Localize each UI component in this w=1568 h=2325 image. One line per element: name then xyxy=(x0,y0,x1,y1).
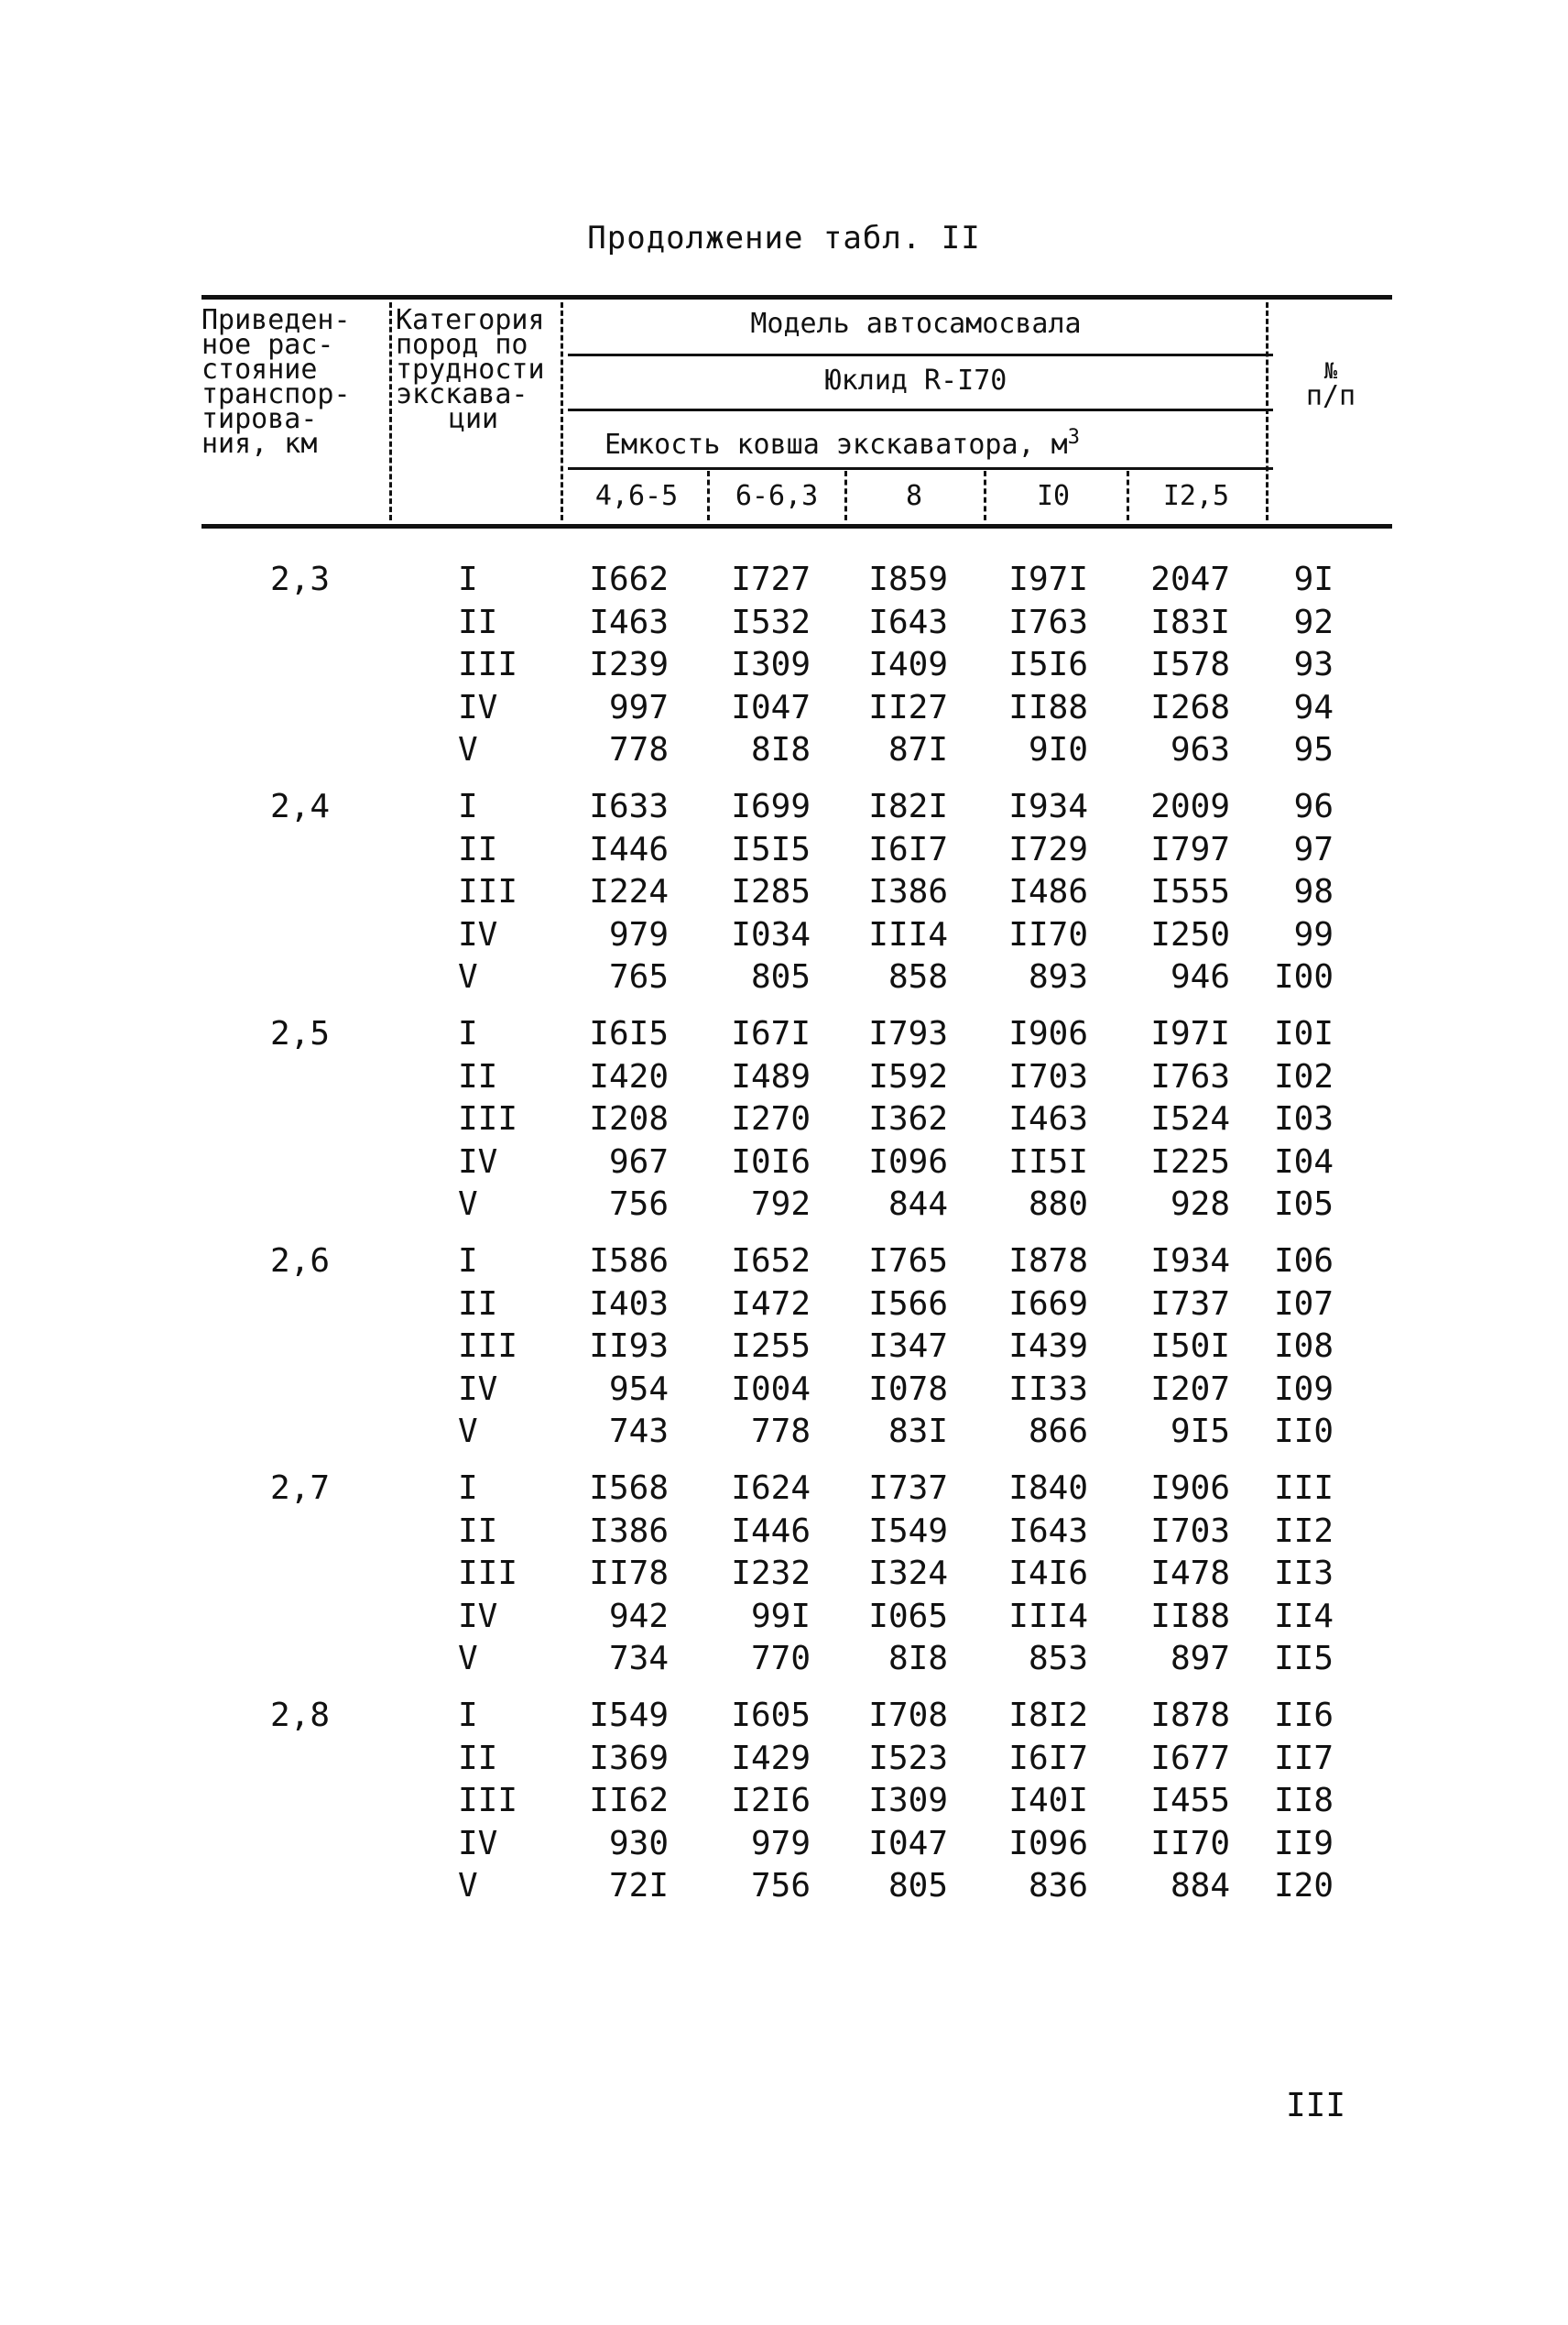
value-cell: II78 xyxy=(589,1555,669,1592)
value-cell: I878 xyxy=(1150,1697,1230,1734)
value-cell: I797 xyxy=(1150,830,1230,868)
value-cell: I555 xyxy=(1150,873,1230,911)
value-cell: II33 xyxy=(1008,1370,1088,1408)
value-cell: 942 xyxy=(608,1597,669,1635)
distance-cell: 2,5 xyxy=(269,1015,330,1053)
row-number-cell: II6 xyxy=(1273,1697,1334,1734)
value-cell: I5I5 xyxy=(731,830,811,868)
value-cell: I446 xyxy=(589,830,669,868)
value-cell: II62 xyxy=(589,1782,669,1819)
value-cell: I878 xyxy=(1008,1242,1088,1280)
value-cell: I268 xyxy=(1150,688,1230,726)
value-cell: I489 xyxy=(731,1057,811,1096)
value-cell: I2I6 xyxy=(731,1782,811,1819)
value-cell: 778 xyxy=(608,731,669,769)
category-cell: I xyxy=(458,1015,478,1053)
value-cell: 2047 xyxy=(1150,561,1230,598)
value-cell: I662 xyxy=(589,561,669,598)
row-number-cell: I05 xyxy=(1273,1185,1334,1223)
value-cell: I633 xyxy=(589,788,669,825)
row-number-cell: III xyxy=(1273,1469,1334,1507)
value-cell: I643 xyxy=(868,603,948,641)
category-cell: V xyxy=(458,731,478,769)
value-cell: 866 xyxy=(1028,1413,1088,1450)
value-cell: I255 xyxy=(731,1327,811,1365)
value-cell: II27 xyxy=(868,688,948,726)
value-cell: I472 xyxy=(731,1284,811,1323)
value-cell: I478 xyxy=(1150,1555,1230,1592)
value-cell: I605 xyxy=(731,1697,811,1734)
value-cell: 844 xyxy=(887,1185,948,1223)
category-cell: I xyxy=(458,1469,478,1507)
value-cell: 87I xyxy=(887,731,948,769)
value-cell: 979 xyxy=(608,915,669,954)
category-cell: II xyxy=(458,603,498,641)
header-capacity-3: 8 xyxy=(905,480,923,512)
category-cell: V xyxy=(458,1413,478,1450)
row-number-cell: 92 xyxy=(1293,603,1334,641)
category-cell: I xyxy=(458,1697,478,1734)
row-number-cell: I02 xyxy=(1273,1057,1334,1096)
value-cell: 72I xyxy=(608,1867,669,1905)
value-cell: 928 xyxy=(1170,1185,1230,1223)
value-cell: I096 xyxy=(1008,1824,1088,1862)
value-cell: I97I xyxy=(1150,1015,1230,1053)
value-cell: 805 xyxy=(887,1867,948,1905)
header-capacity-2: 6-6,3 xyxy=(735,480,819,512)
value-cell: 997 xyxy=(608,688,669,726)
row-number-cell: 98 xyxy=(1293,873,1334,911)
value-cell: I568 xyxy=(589,1469,669,1507)
distance-cell: 2,7 xyxy=(269,1469,330,1507)
value-cell: 946 xyxy=(1170,958,1230,996)
value-cell: 967 xyxy=(608,1142,669,1181)
value-cell: 979 xyxy=(750,1824,811,1862)
value-cell: I429 xyxy=(731,1739,811,1777)
value-cell: I737 xyxy=(1150,1284,1230,1323)
value-cell: 805 xyxy=(750,958,811,996)
value-cell: I463 xyxy=(1008,1100,1088,1138)
value-cell: I677 xyxy=(1150,1739,1230,1777)
value-cell: I047 xyxy=(731,688,811,726)
category-cell: I xyxy=(458,1242,478,1280)
header-capacity-5: I2,5 xyxy=(1162,480,1230,512)
value-cell: 836 xyxy=(1028,1867,1088,1905)
value-cell: I034 xyxy=(731,915,811,954)
category-cell: III xyxy=(458,1782,518,1819)
row-number-cell: I00 xyxy=(1273,958,1334,996)
distance-cell: 2,3 xyxy=(269,561,330,598)
value-cell: I67I xyxy=(731,1015,811,1053)
value-cell: I309 xyxy=(731,646,811,683)
category-cell: V xyxy=(458,958,478,996)
category-cell: III xyxy=(458,1100,518,1138)
value-cell: 765 xyxy=(608,958,669,996)
category-cell: II xyxy=(458,830,498,868)
value-cell: II88 xyxy=(1008,688,1088,726)
row-number-cell: 9I xyxy=(1293,561,1334,598)
value-cell: II70 xyxy=(1008,915,1088,954)
row-number-cell: I09 xyxy=(1273,1370,1334,1408)
value-cell: I906 xyxy=(1150,1469,1230,1507)
header-model-label: Модель автосамосвала xyxy=(750,308,1082,340)
value-cell: I486 xyxy=(1008,873,1088,911)
value-cell: I207 xyxy=(1150,1370,1230,1408)
category-cell: II xyxy=(458,1512,498,1550)
value-cell: I446 xyxy=(731,1512,811,1550)
row-number-cell: I06 xyxy=(1273,1242,1334,1280)
value-cell: 8I8 xyxy=(750,731,811,769)
value-cell: 880 xyxy=(1028,1185,1088,1223)
value-cell: I078 xyxy=(868,1370,948,1408)
value-cell: I309 xyxy=(868,1782,948,1819)
value-cell: I586 xyxy=(589,1242,669,1280)
value-cell: I763 xyxy=(1150,1057,1230,1096)
category-cell: IV xyxy=(458,915,498,954)
value-cell: II93 xyxy=(589,1327,669,1365)
value-cell: I439 xyxy=(1008,1327,1088,1365)
category-cell: IV xyxy=(458,688,498,726)
category-cell: IV xyxy=(458,1142,498,1181)
value-cell: 897 xyxy=(1170,1640,1230,1677)
value-cell: 8I8 xyxy=(887,1640,948,1677)
header-capacity-1: 4,6-5 xyxy=(594,480,679,512)
row-number-cell: I08 xyxy=(1273,1327,1334,1365)
value-cell: 734 xyxy=(608,1640,669,1677)
category-cell: III xyxy=(458,873,518,911)
value-cell: I50I xyxy=(1150,1327,1230,1365)
row-number-cell: II8 xyxy=(1273,1782,1334,1819)
row-number-cell: II4 xyxy=(1273,1597,1334,1635)
value-cell: I270 xyxy=(731,1100,811,1138)
page-number: III xyxy=(1286,2087,1346,2124)
value-cell: I669 xyxy=(1008,1284,1088,1323)
header-capacity-4: I0 xyxy=(1036,480,1071,512)
category-cell: V xyxy=(458,1185,478,1223)
value-cell: 778 xyxy=(750,1413,811,1450)
value-cell: 884 xyxy=(1170,1867,1230,1905)
value-cell: I708 xyxy=(868,1697,948,1734)
value-cell: I403 xyxy=(589,1284,669,1323)
value-cell: I239 xyxy=(589,646,669,683)
category-cell: II xyxy=(458,1739,498,1777)
value-cell: I765 xyxy=(868,1242,948,1280)
value-cell: I232 xyxy=(731,1555,811,1592)
category-cell: I xyxy=(458,788,478,825)
value-cell: I250 xyxy=(1150,915,1230,954)
value-cell: I524 xyxy=(1150,1100,1230,1138)
value-cell: I82I xyxy=(868,788,948,825)
value-cell: I549 xyxy=(589,1697,669,1734)
value-cell: I455 xyxy=(1150,1782,1230,1819)
value-cell: I703 xyxy=(1150,1512,1230,1550)
header-truck-model: Юклид R-I70 xyxy=(824,365,1007,397)
value-cell: 83I xyxy=(887,1413,948,1450)
value-cell: I566 xyxy=(868,1284,948,1323)
row-number-cell: II9 xyxy=(1273,1824,1334,1862)
value-cell: 2009 xyxy=(1150,788,1230,825)
value-cell: 9I0 xyxy=(1028,731,1088,769)
value-cell: III4 xyxy=(868,915,948,954)
value-cell: II5I xyxy=(1008,1142,1088,1181)
value-cell: I5I6 xyxy=(1008,646,1088,683)
row-number-cell: II3 xyxy=(1273,1555,1334,1592)
value-cell: I703 xyxy=(1008,1057,1088,1096)
value-cell: I096 xyxy=(868,1142,948,1181)
value-cell: I6I5 xyxy=(589,1015,669,1053)
row-number-cell: I04 xyxy=(1273,1142,1334,1181)
value-cell: I208 xyxy=(589,1100,669,1138)
value-cell: 963 xyxy=(1170,731,1230,769)
value-cell: I643 xyxy=(1008,1512,1088,1550)
value-cell: I934 xyxy=(1008,788,1088,825)
value-cell: I578 xyxy=(1150,646,1230,683)
value-cell: I463 xyxy=(589,603,669,641)
header-category: Категория пород по трудности экскава- ции xyxy=(396,304,545,435)
value-cell: I763 xyxy=(1008,603,1088,641)
value-cell: I737 xyxy=(868,1469,948,1507)
value-cell: I4I6 xyxy=(1008,1555,1088,1592)
value-cell: I004 xyxy=(731,1370,811,1408)
value-cell: 756 xyxy=(750,1867,811,1905)
category-cell: IV xyxy=(458,1824,498,1862)
value-cell: 756 xyxy=(608,1185,669,1223)
value-cell: I859 xyxy=(868,561,948,598)
value-cell: I369 xyxy=(589,1739,669,1777)
header-bucket-label: Емкость ковша экскаватора, $м^3$ xyxy=(604,426,1080,461)
value-cell: I065 xyxy=(868,1597,948,1635)
value-cell: 853 xyxy=(1028,1640,1088,1677)
value-cell: I729 xyxy=(1008,830,1088,868)
value-cell: I6I7 xyxy=(868,830,948,868)
value-cell: I83I xyxy=(1150,603,1230,641)
value-cell: I592 xyxy=(868,1057,948,1096)
row-number-cell: 97 xyxy=(1293,830,1334,868)
row-number-cell: II0 xyxy=(1273,1413,1334,1450)
category-cell: II xyxy=(458,1057,498,1096)
category-cell: V xyxy=(458,1640,478,1677)
value-cell: 930 xyxy=(608,1824,669,1862)
header-number: № п/п xyxy=(1305,358,1356,412)
value-cell: I652 xyxy=(731,1242,811,1280)
table-caption: Продолжение табл. II xyxy=(587,220,981,257)
category-cell: II xyxy=(458,1284,498,1323)
value-cell: I934 xyxy=(1150,1242,1230,1280)
row-number-cell: II5 xyxy=(1273,1640,1334,1677)
value-cell: I624 xyxy=(731,1469,811,1507)
value-cell: 954 xyxy=(608,1370,669,1408)
distance-cell: 2,6 xyxy=(269,1242,330,1280)
row-number-cell: 94 xyxy=(1293,688,1334,726)
category-cell: I xyxy=(458,561,478,598)
value-cell: I362 xyxy=(868,1100,948,1138)
value-cell: I386 xyxy=(868,873,948,911)
row-number-cell: I0I xyxy=(1273,1015,1334,1053)
value-cell: I224 xyxy=(589,873,669,911)
row-number-cell: II2 xyxy=(1273,1512,1334,1550)
value-cell: III4 xyxy=(1008,1597,1088,1635)
category-cell: III xyxy=(458,1555,518,1592)
value-cell: I532 xyxy=(731,603,811,641)
value-cell: I906 xyxy=(1008,1015,1088,1053)
value-cell: I549 xyxy=(868,1512,948,1550)
distance-cell: 2,4 xyxy=(269,788,330,825)
row-number-cell: I03 xyxy=(1273,1100,1334,1138)
category-cell: III xyxy=(458,646,518,683)
row-number-cell: I07 xyxy=(1273,1284,1334,1323)
value-cell: I6I7 xyxy=(1008,1739,1088,1777)
row-number-cell: 96 xyxy=(1293,788,1334,825)
value-cell: I225 xyxy=(1150,1142,1230,1181)
value-cell: 743 xyxy=(608,1413,669,1450)
value-cell: I727 xyxy=(731,561,811,598)
value-cell: I523 xyxy=(868,1739,948,1777)
value-cell: I324 xyxy=(868,1555,948,1592)
value-cell: 770 xyxy=(750,1640,811,1677)
row-number-cell: I20 xyxy=(1273,1867,1334,1905)
value-cell: II88 xyxy=(1150,1597,1230,1635)
distance-cell: 2,8 xyxy=(269,1697,330,1734)
value-cell: 9I5 xyxy=(1170,1413,1230,1450)
value-cell: I840 xyxy=(1008,1469,1088,1507)
value-cell: I40I xyxy=(1008,1782,1088,1819)
value-cell: I793 xyxy=(868,1015,948,1053)
row-number-cell: 95 xyxy=(1293,731,1334,769)
value-cell: I699 xyxy=(731,788,811,825)
category-cell: IV xyxy=(458,1597,498,1635)
row-number-cell: II7 xyxy=(1273,1739,1334,1777)
value-cell: I347 xyxy=(868,1327,948,1365)
value-cell: I97I xyxy=(1008,561,1088,598)
value-cell: 99I xyxy=(750,1597,811,1635)
value-cell: I285 xyxy=(731,873,811,911)
value-cell: 893 xyxy=(1028,958,1088,996)
value-cell: I0I6 xyxy=(731,1142,811,1181)
category-cell: IV xyxy=(458,1370,498,1408)
value-cell: I8I2 xyxy=(1008,1697,1088,1734)
value-cell: I386 xyxy=(589,1512,669,1550)
value-cell: I047 xyxy=(868,1824,948,1862)
value-cell: I420 xyxy=(589,1057,669,1096)
value-cell: 858 xyxy=(887,958,948,996)
header-distance: Приведен- ное рас- стояние транспор- тирова- ния, км xyxy=(201,304,351,460)
value-cell: II70 xyxy=(1150,1824,1230,1862)
value-cell: I409 xyxy=(868,646,948,683)
category-cell: III xyxy=(458,1327,518,1365)
value-cell: 792 xyxy=(750,1185,811,1223)
category-cell: V xyxy=(458,1867,478,1905)
row-number-cell: 99 xyxy=(1293,915,1334,954)
row-number-cell: 93 xyxy=(1293,646,1334,683)
